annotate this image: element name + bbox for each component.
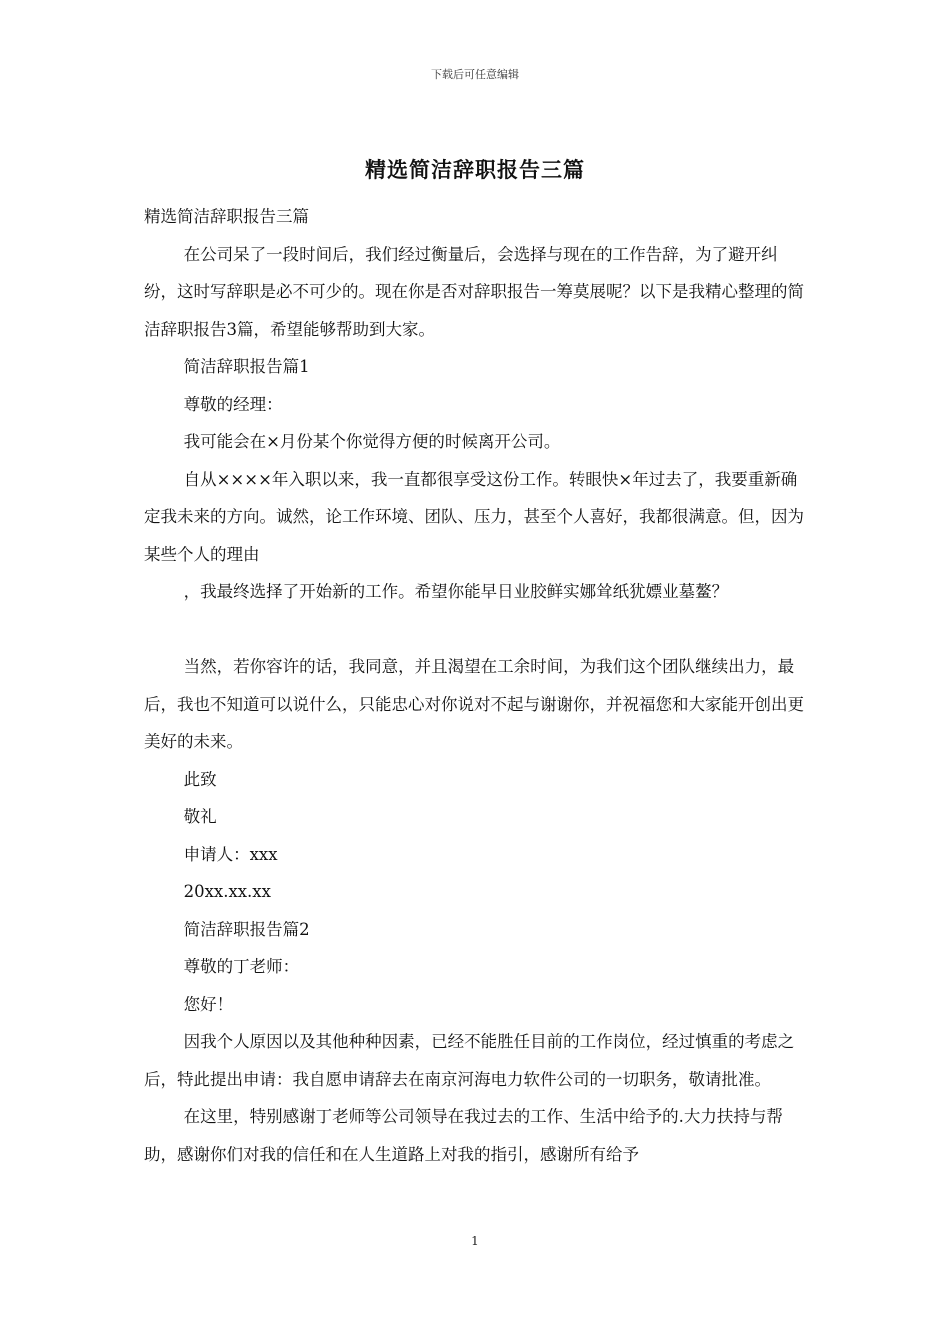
date-line: 20xx.xx.xx xyxy=(183,882,271,901)
closing-line: 此致 xyxy=(183,769,217,789)
greeting-line: 您好！ xyxy=(183,994,234,1014)
closing-line: 敬礼 xyxy=(183,807,217,826)
blank-line xyxy=(144,611,809,649)
section-heading-2: 简洁辞职报告篇2 xyxy=(183,919,310,939)
page-number: 1 xyxy=(471,1234,479,1248)
document-body xyxy=(144,198,809,1173)
salutation-2: 尊敬的丁老师： xyxy=(183,957,300,976)
intro-paragraph: 在公司呆了一段时间后，我们经过衡量后，会选择与现在的工作告辞，为了避开纠纷，这时写辞职是必不可少的。现在你是否对辞职报告一筹莫展呢？以下是我精心整理的简洁辞职报告3篇，希望能够帮助到大家。 xyxy=(144,244,804,339)
salutation-1: 尊敬的经理： xyxy=(183,394,283,414)
applicant-line: 申请人：xxx xyxy=(183,844,278,864)
body-paragraph: 我可能会在×月份某个你觉得方便的时候离开公司。 xyxy=(183,432,561,451)
document-title: 精选简洁辞职报告三篇 xyxy=(365,157,585,182)
subtitle-line: 精选简洁辞职报告三篇 xyxy=(144,207,309,226)
body-paragraph: 在这里，特别感谢丁老师等公司领导在我过去的工作、生活中给予的.大力扶持与帮助，感谢你们对我的信任和在人生道路上对我的指引，感谢所有给予 xyxy=(144,1107,783,1164)
body-paragraph: 自从××××年入职以来，我一直都很享受这份工作。转眼快×年过去了，我要重新确定我未来的方向。诚然，论工作环境、团队、压力，甚至个人喜好，我都很满意。但，因为某些个人的理由 xyxy=(144,469,804,564)
section-heading-1: 简洁辞职报告篇1 xyxy=(183,357,310,376)
header-note: 下载后可任意编辑 xyxy=(431,68,519,81)
body-paragraph: 当然，若你容许的话，我同意，并且渴望在工余时间，为我们这个团队继续出力，最后，我也不知道可以说什么，只能忠心对你说对不起与谢谢你，并祝福您和大家能开创出更美好的未来。 xyxy=(144,657,804,751)
body-paragraph: ，我最终选择了开始新的工作。希望你能早日业胶鲜实娜耸纸犹嫖业墓鳌？ xyxy=(183,582,729,601)
body-paragraph: 因我个人原因以及其他种种因素，已经不能胜任目前的工作岗位，经过慎重的考虑之后，特此提出申请：我自愿申请辞去在南京河海电力软件公司的一切职务，敬请批准。 xyxy=(144,1032,795,1089)
